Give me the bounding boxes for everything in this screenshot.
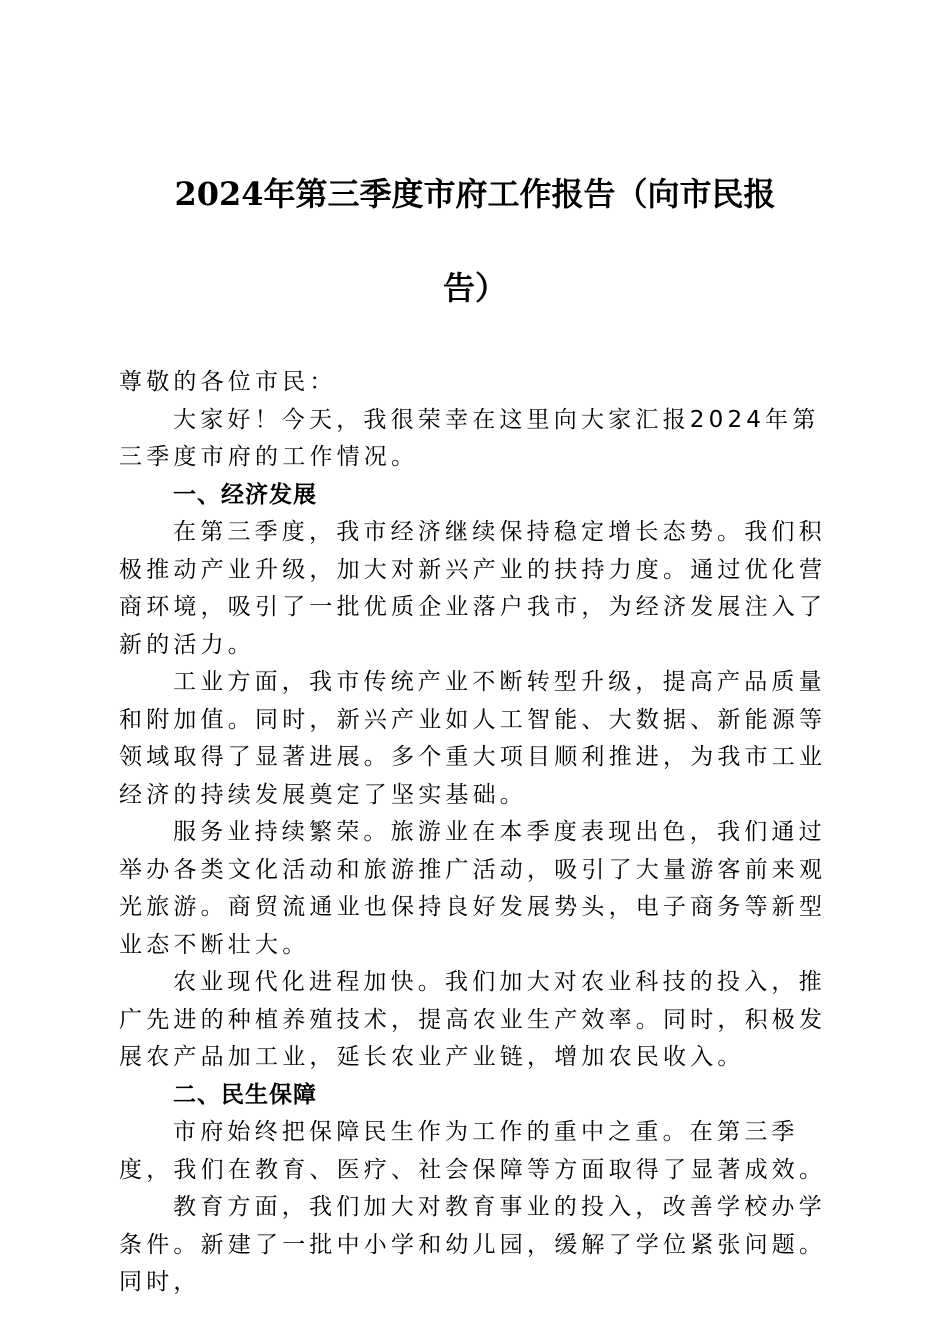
salutation: 尊敬的各位市民： [119,369,337,395]
section-heading-livelihood: 二、民生保障 [173,1081,317,1108]
paragraph: 教育方面，我们加大对教育事业的投入，改善学校办学条件。新建了一批中小学和幼儿园，缓解了学位紧张问题。同时， [119,1194,827,1295]
paragraph: 农业现代化进程加快。我们加大对农业科技的投入，推广先进的种植养殖技术，提高农业生产效率。同时，积极发展农产品加工业，延长农业产业链，增加农民收入。 [119,969,827,1070]
paragraph: 市府始终把保障民生作为工作的重中之重。在第三季度，我们在教育、医疗、社会保障等方面取得了显著成效。 [119,1119,827,1183]
paragraph: 服务业持续繁荣。旅游业在本季度表现出色，我们通过举办各类文化活动和旅游推广活动，吸引了大量游客前来观光旅游。商贸流通业也保持良好发展势头，电子商务等新型业态不断壮大。 [119,819,827,958]
paragraph: 在第三季度，我市经济继续保持稳定增长态势。我们积极推动产业升级，加大对新兴产业的扶持力度。通过优化营商环境，吸引了一批优质企业落户我市，为经济发展注入了新的活力。 [119,519,827,658]
document-title-line-1: 2024年第三季度市府工作报告（向市民报 [174,175,776,213]
intro-paragraph: 大家好！今天，我很荣幸在这里向大家汇报2024年第三季度市府的工作情况。 [119,406,820,470]
section-heading-economy: 一、经济发展 [173,481,317,508]
paragraph: 工业方面，我市传统产业不断转型升级，提高产品质量和附加值。同时，新兴产业如人工智能、大数据、新能源等领域取得了显著进展。多个重大项目顺利推进，为我市工业经济的持续发展奠定了坚实基础。 [119,669,827,808]
document-body [119,364,831,1302]
document-title-line-2: 告） [442,269,507,307]
